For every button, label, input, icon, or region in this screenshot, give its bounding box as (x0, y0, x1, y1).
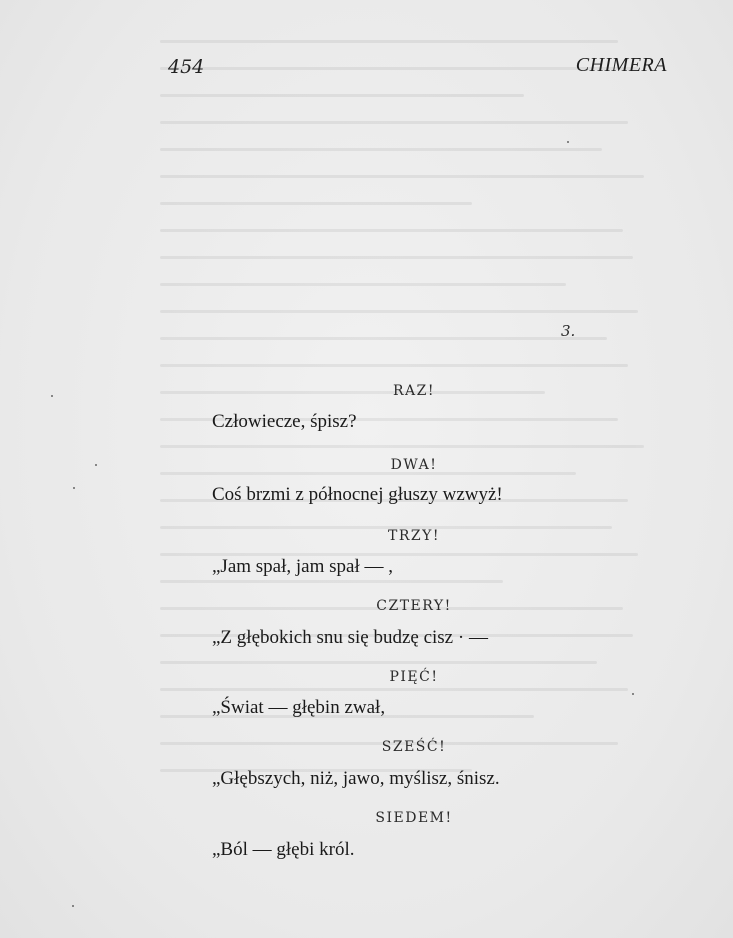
count-label: RAZ! (392, 383, 435, 399)
section-number: 3. (561, 322, 576, 340)
verse-line: „Z głębokich snu się budzę cisz · — (212, 627, 488, 648)
count-label: SZEŚĆ! (381, 739, 447, 755)
paper-speck (95, 464, 97, 466)
verse-line: „Świat — głębin zwał, (212, 697, 386, 718)
paper-speck (51, 395, 53, 397)
count-label: SIEDEM! (375, 810, 453, 826)
count-label: TRZY! (388, 528, 440, 544)
paper-speck (567, 141, 569, 143)
bleed-through-text (160, 40, 680, 860)
count-label: CZTERY! (376, 598, 452, 614)
count-label: DWA! (390, 457, 438, 473)
paper-speck (632, 693, 634, 695)
paper-speck (72, 905, 74, 907)
verse-line: „Głębszych, niż, jawo, myślisz, śnisz. (212, 768, 500, 789)
running-title: CHIMERA (575, 54, 667, 76)
verse-line: „Jam spał, jam spał — , (212, 556, 393, 577)
verse-line: Coś brzmi z północnej głuszy wzwyż! (212, 484, 503, 505)
page-number: 454 (168, 56, 205, 78)
count-label: PIĘĆ! (389, 669, 439, 685)
paper-speck (73, 487, 75, 489)
verse-line: „Ból — głębi król. (212, 839, 355, 860)
verse-line: Człowiecze, śpisz? (212, 411, 357, 432)
